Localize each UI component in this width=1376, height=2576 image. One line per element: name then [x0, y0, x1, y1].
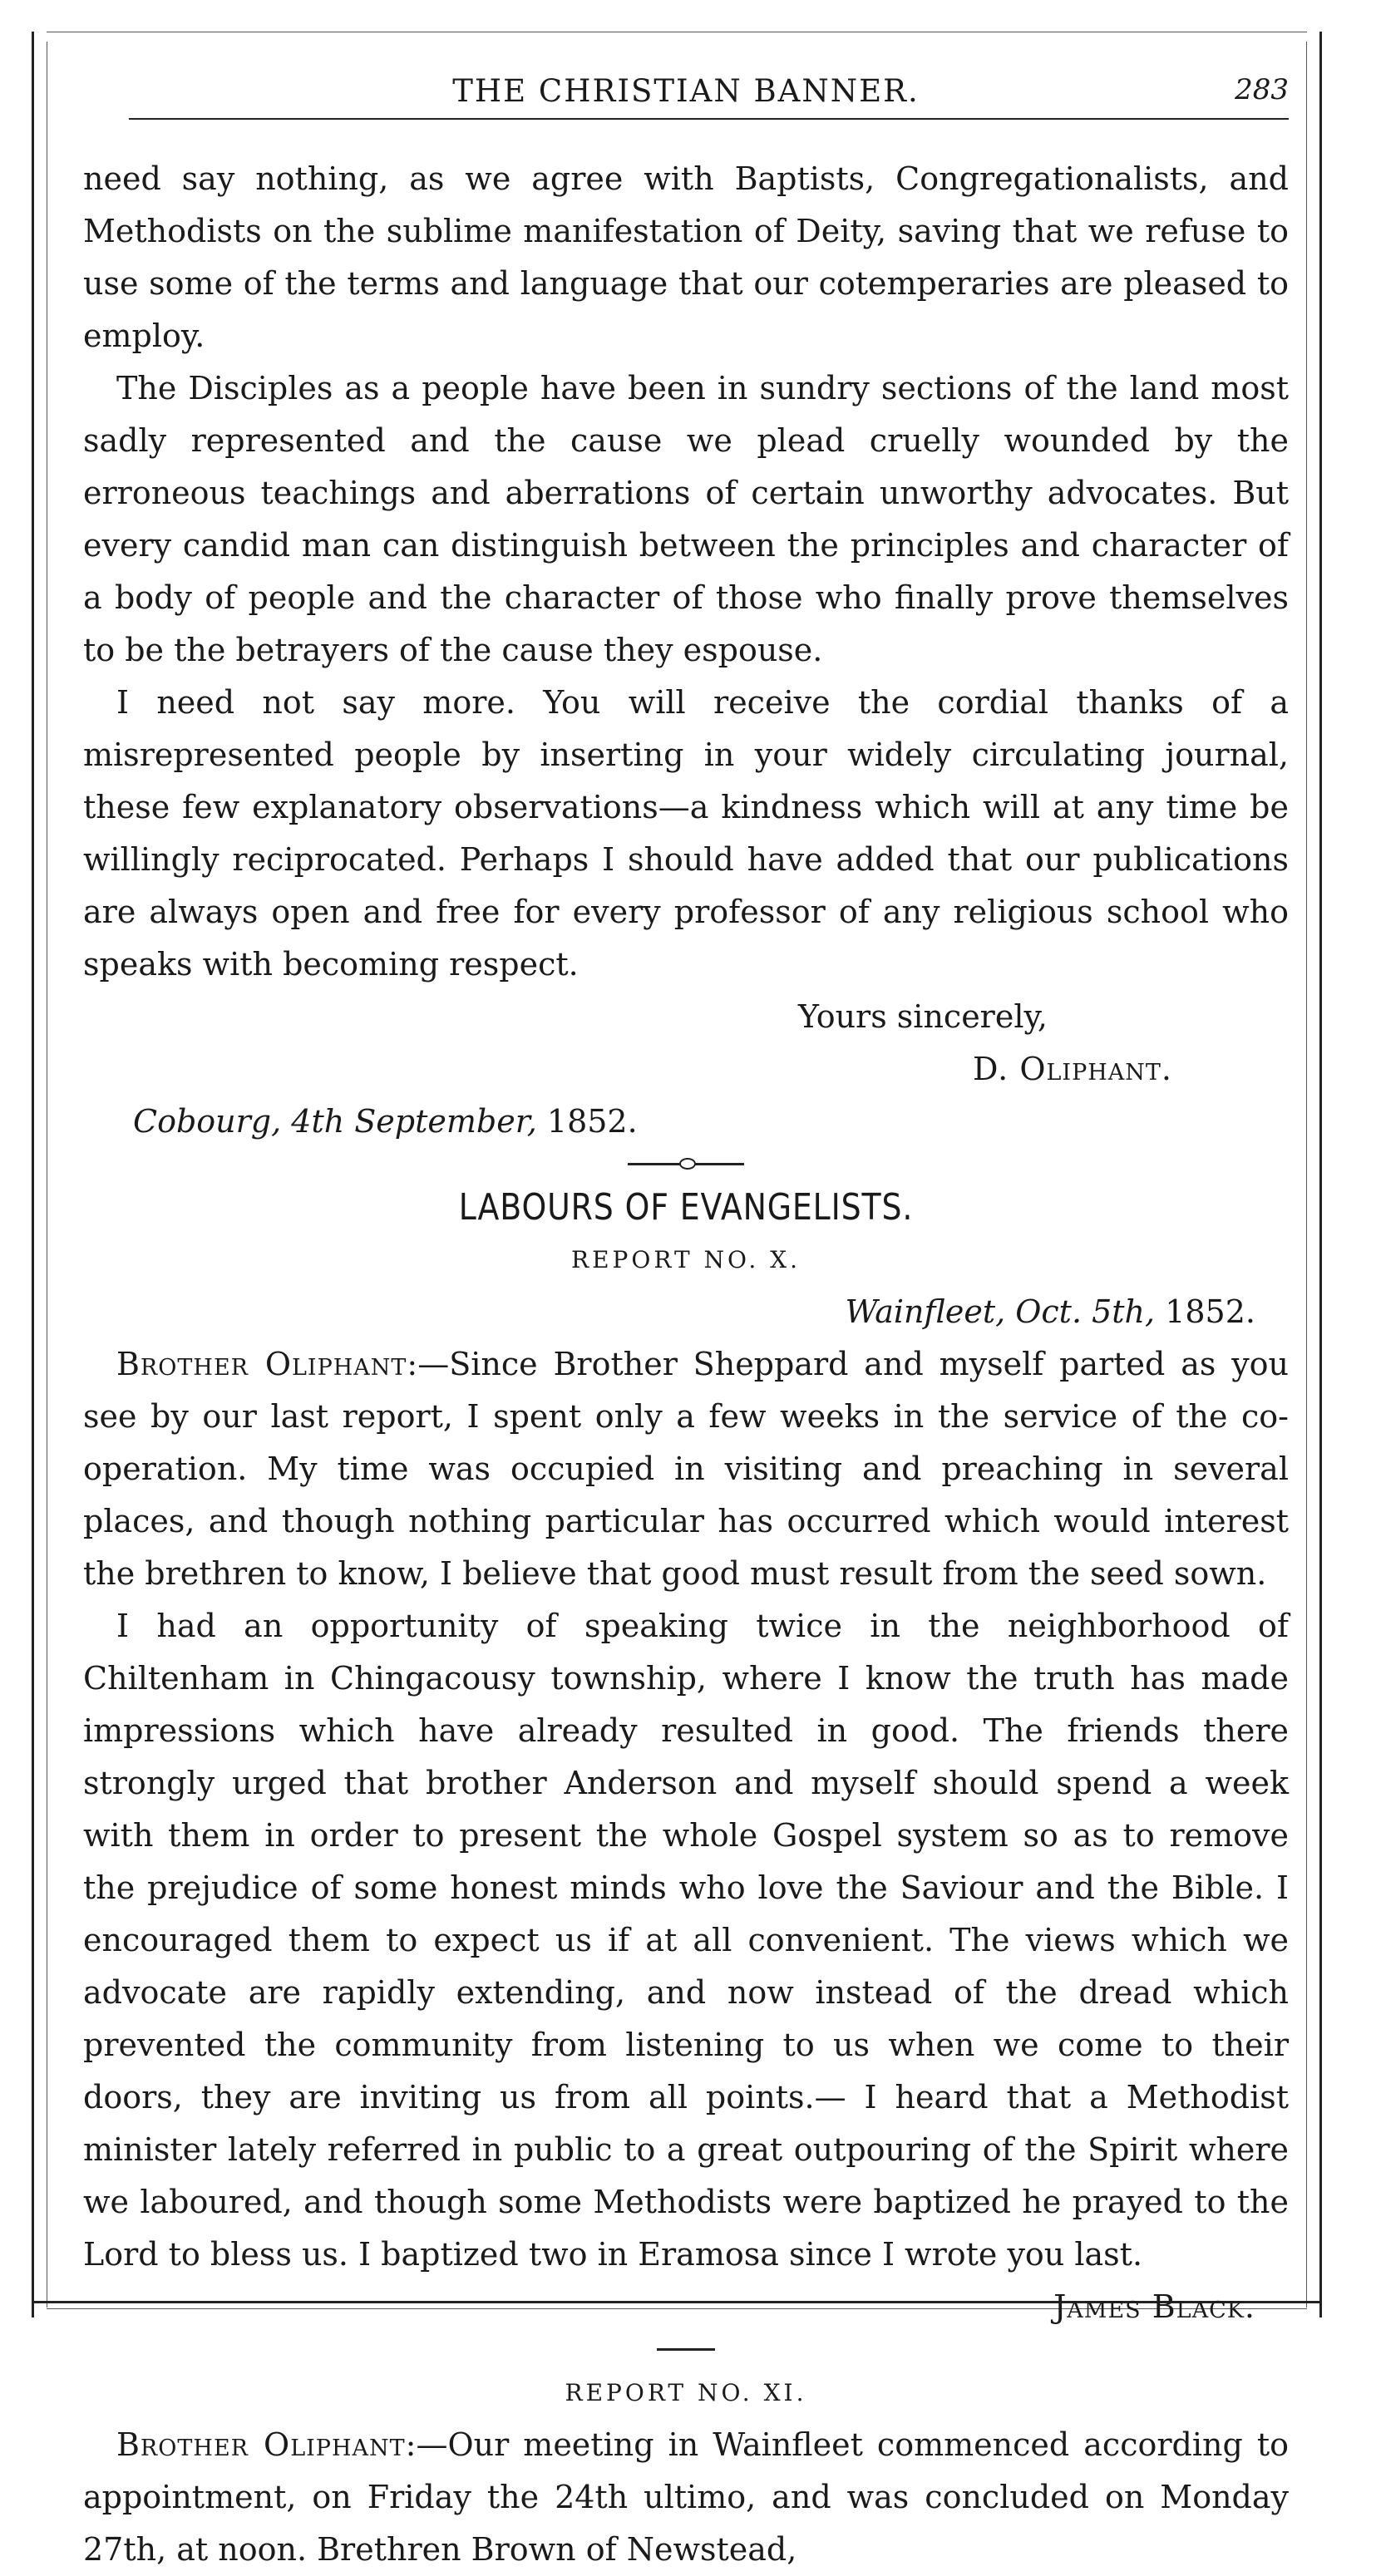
report-10-paragraph-1	[83, 1338, 1289, 1600]
report-11-paragraph-1	[83, 2419, 1289, 2576]
report-10-salutation: Brother Oliphant	[116, 1346, 407, 1382]
dateline-year: 1852.	[546, 1103, 638, 1140]
report-10-label: REPORT NO. X.	[571, 1246, 801, 1273]
running-head	[83, 65, 1289, 116]
page-number: 283	[1235, 73, 1289, 106]
report-10-signer: James Black.	[1053, 2288, 1255, 2325]
letter-signature: D. Oliphant.	[973, 1051, 1172, 1087]
report-10-paragraph-1-text: :—Since Brother Sheppard and myself parted as you see by our last report, I spent only a few weeks in the service of the co-operation. My time was occupied in visiting and preaching in several places, and though nothing particular has occurred which would interest the brethren to know, I believe that good must result from the seed sown.	[83, 1346, 1290, 1592]
letter-closing: Yours sincerely,	[797, 998, 1048, 1035]
page-content	[83, 65, 1290, 2568]
section-title: LABOURS OF EVANGELISTS.	[458, 1186, 914, 1229]
report-11-label: REPORT NO. XI.	[565, 2379, 807, 2406]
running-title: THE CHRISTIAN BANNER.	[452, 73, 920, 109]
letter-paragraph-3: I need not say more. You will receive the cordial thanks of a misrepresented people by inserting in your widely circulating journal, these few explanatory observations—a kindness which will at any time be willingly reciprocated. Perhaps I should have added that our publications are always open and free for every professor of any religious school who speaks with becoming respect.	[83, 684, 1289, 983]
report-divider	[83, 2333, 1289, 2367]
report-10-year: 1852.	[1165, 1293, 1255, 1330]
letter-dateline	[83, 1096, 1289, 1148]
section-divider	[83, 1148, 1289, 1181]
dateline-place: Cobourg, 4th September,	[133, 1103, 537, 1140]
letter-paragraph-1: need say nothing, as we agree with Baptists, Congregationalists, and Methodists on the sublime manifestation of Deity, saving that we refuse to use some of the terms and language that our cotemperaries are pleased to employ.	[83, 160, 1289, 354]
article-body	[83, 153, 1289, 2576]
report-10-place: Wainfleet, Oct. 5th,	[845, 1293, 1156, 1330]
letter-paragraph-2: The Disciples as a people have been in sundry sections of the land most sadly represented and the cause we plead cruelly wounded by the erroneous teachings and aberrations of certain unworthy advocates. But every candid man can distinguish between the principles and character of a body of people and the character of those who finally prove themselves to be the betrayers of the cause they espouse.	[83, 370, 1289, 668]
report-10-paragraph-2: I had an opportunity of speaking twice in the neighborhood of Chiltenham in Chingacousy township, where I know the truth has made impressions which have already resulted in good. The friends there strongly urged that brother Anderson and myself should spend a week with them in order to present the whole Gospel system so as to remove the prejudice of some honest minds who love the Saviour and the Bible. I encouraged them to expect us if at all convenient. The views which we advocate are rapidly extending, and now instead of the dread which prevented the community from listening to us when we come to their doors, they are inviting us from all points.— I heard that a Methodist minister lately referred in public to a great outpouring of the Spirit where we laboured, and though some Methodists were baptized he prayed to the Lord to bless us. I baptized two in Eramosa since I wrote you last.	[83, 1608, 1289, 2273]
report-10-place-date	[83, 1286, 1289, 1338]
report-11-salutation: Brother Oliphant	[116, 2426, 406, 2463]
header-rule	[129, 118, 1289, 120]
report-11-paragraph-1-text: :—Our meeting in Wainfleet commenced according to appointment, on Friday the 24th ultimo, and was concluded on Monday 27th, at noon. Brethren Brown of Newstead,	[83, 2426, 1290, 2568]
